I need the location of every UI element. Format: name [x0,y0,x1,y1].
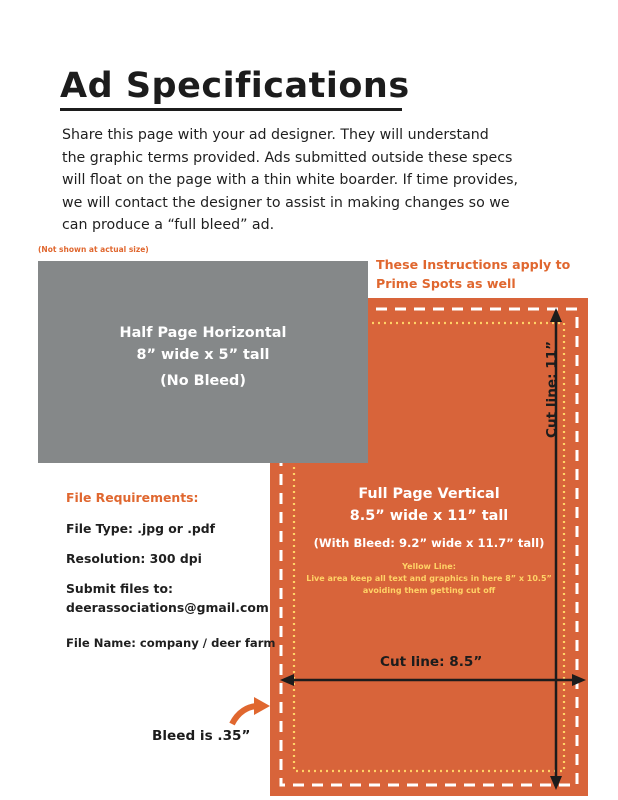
page-title: Ad Specifications [60,66,410,106]
vertical-arrow-bottom [550,776,562,790]
intro-line: we will contact the designer to assist in making changes so we [62,194,510,211]
full-page-bleed: (With Bleed: 9.2” wide x 11.7” tall) [313,536,545,550]
half-page-title: Half Page Horizontal [119,325,287,341]
yellow-line-desc-1: Live area keep all text and graphics in here 8” x 10.5” [306,574,552,583]
not-shown-note: (Not shown at actual size) [38,245,149,254]
file-requirements-title: File Requirements: [66,490,199,505]
half-page-bleed: (No Bleed) [160,373,246,389]
file-name: File Name: company / deer farm [66,636,276,650]
file-type: File Type: .jpg or .pdf [66,521,216,536]
full-page-title: Full Page Vertical [358,486,500,502]
resolution: Resolution: 300 dpi [66,551,202,566]
intro-line: will float on the page with a thin white boarder. If time provides, [62,172,519,189]
intro-line: can produce a “full bleed” ad. [62,217,275,234]
half-page-horizontal-box [38,261,368,463]
yellow-line-desc-2: avoiding them getting cut off [362,586,496,595]
bleed-arrow-head [254,697,270,715]
prime-note-line: These Instructions apply to [376,257,571,272]
intro-line: the graphic terms provided. Ads submitted outside these specs [62,149,513,166]
half-page-size: 8” wide x 5” tall [136,347,270,363]
intro-line: Share this page with your ad designer. They will understand [62,127,489,143]
cut-line-height-label: Cut line: 11” [544,340,560,438]
full-page-size: 8.5” wide x 11” tall [349,508,509,524]
cut-line-width-label: Cut line: 8.5” [380,654,483,670]
yellow-line-title: Yellow Line: [402,562,456,571]
bleed-label: Bleed is .35” [152,728,251,744]
horizontal-arrow-right [572,674,586,686]
submit-email: deerassociations@gmail.com [66,600,269,615]
prime-note-line: Prime Spots as well [376,276,516,291]
submit-files-label: Submit files to: [66,581,173,596]
